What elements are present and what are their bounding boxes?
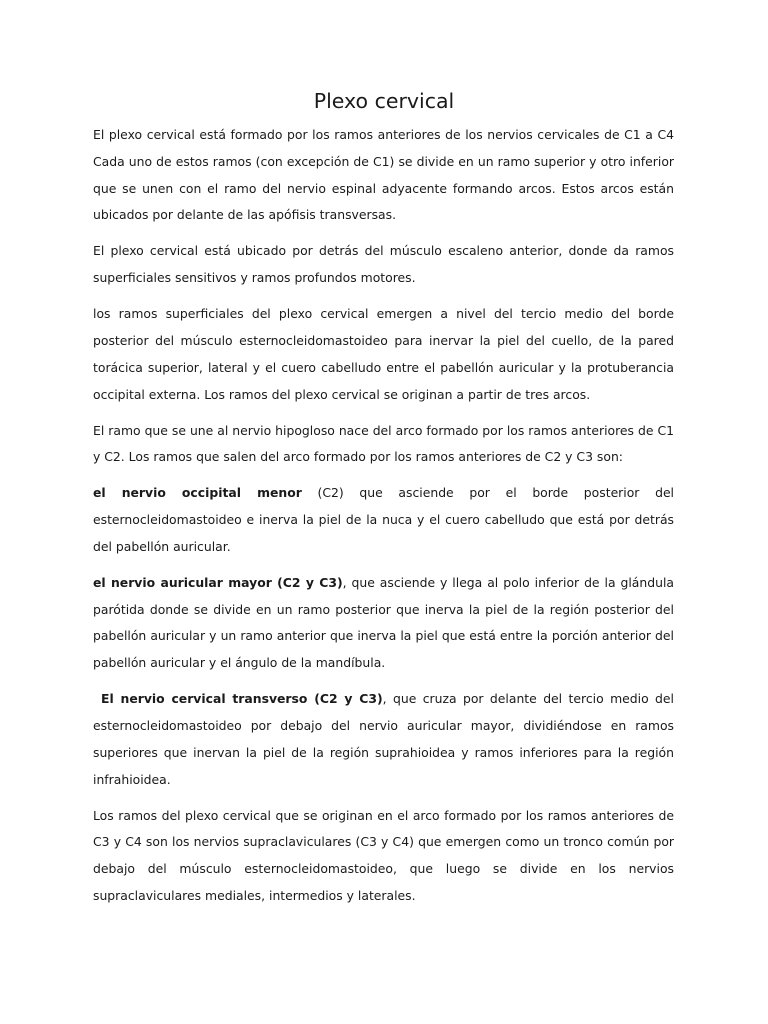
paragraph-auricular-mayor (93, 570, 674, 677)
paragraph-cervical-transverso-text: , que cruza por delante del tercio medio del esternocleidomastoideo por debajo del nervio auricular mayor, dividiéndose en ramos superiores que inervan la piel de la región suprahioidea y ramos inferiores para la región infrahioidea. (93, 691, 674, 787)
paragraph-supraclaviculares: Los ramos del plexo cervical que se originan en el arco formado por los ramos anteriores de C3 y C4 son los nervios supraclaviculares (C3 y C4) que emergen como un tronco común por debajo del músculo esternocleidomastoideo, que luego se divide en los nervios supraclaviculares mediales, intermedios y laterales. (93, 807, 674, 904)
paragraph-intro: El plexo cervical está formado por los ramos anteriores de los nervios cervicales de C1 a C4 Cada uno de estos ramos (con excepción de C1) se divide en un ramo superior y otro inferior que se unen con el ramo del nervio espinal adyacente formando arcos. Estos arcos están ubicados por delante de las apófisis transversas. (93, 127, 674, 223)
paragraph-occipital-menor-text: (C2) que asciende por el borde posterior del esternocleidomastoideo e inerva la piel de la nuca y el cuero cabelludo que está por detrás del pabellón auricular. (93, 485, 675, 554)
term-auricular-mayor: el nervio auricular mayor (C2 y C3) (93, 574, 343, 590)
paragraph-occipital-menor (93, 480, 674, 560)
term-occipital-menor: el nervio occipital menor (93, 485, 302, 501)
document-body (93, 122, 674, 919)
paragraph-cervical-transverso (93, 686, 674, 793)
paragraph-hypoglossal: El ramo que se une al nervio hipogloso nace del arco formado por los ramos anteriores de C1 y C2. Los ramos que salen del arco formado por los ramos anteriores de C2 y C3 son: (93, 422, 674, 465)
paragraph-auricular-mayor-text: , que asciende y llega al polo inferior de la glándula parótida donde se divide en un ramo posterior que inerva la piel de la región posterior del pabellón auricular y un ramo anterior que inerva la piel que está entre la porción anterior del pabellón auricular y el ángulo de la mandíbula. (93, 574, 674, 671)
paragraph-location: El plexo cervical está ubicado por detrás del músculo escaleno anterior, donde da ramos superficiales sensitivos y ramos profundos motores. (93, 243, 674, 286)
paragraph-superficial-branches: los ramos superficiales del plexo cervical emergen a nivel del tercio medio del borde posterior del músculo esternocleidomastoideo para inervar la piel del cuello, de la pared torácica superior, lateral y el cuero cabelludo entre el pabellón auricular y la protuberancia occipital externa. Los ramos del plexo cervical se originan a partir de tres arcos. (93, 306, 674, 402)
document-title: Plexo cervical (313, 89, 455, 113)
term-cervical-transverso: El nervio cervical transverso (C2 y C3) (101, 691, 383, 707)
